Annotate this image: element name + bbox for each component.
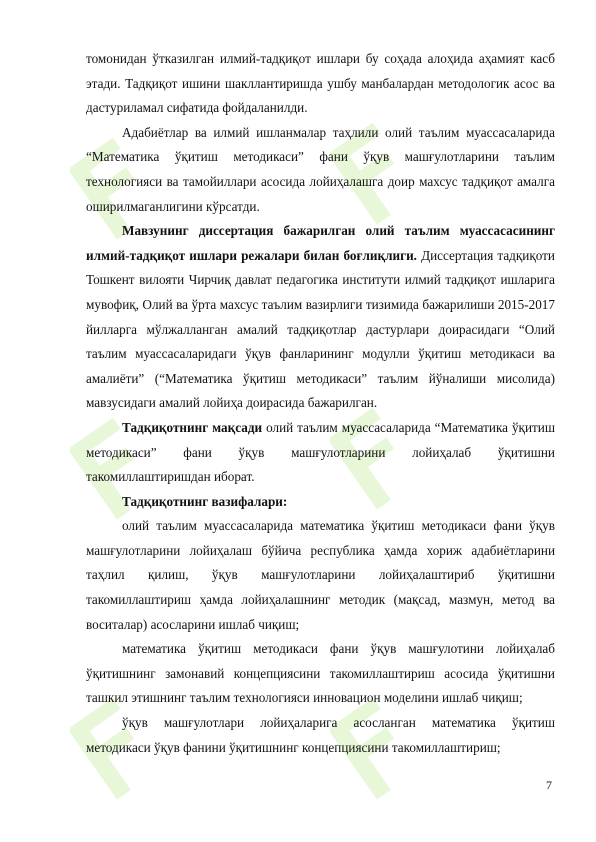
bold-lead: Мавзунинг диссертация бажарилган олий таълим муассасасининг илмий-тадқиқот ишлари режалари билан боғлиқлиги. bbox=[86, 223, 555, 263]
paragraph: Адабиётлар ва илмий ишланмалар таҳлили олий таълим муассасаларида “Математика ўқитиш методикаси” фани ўқув машғулотларини таълим технологияси ва тамойиллари асосида лойиҳалашга доир махсус тадқиқот амалга оширилмаганлигини кўрсатди. bbox=[86, 124, 555, 214]
paragraph-text: олий таълим муассасаларида “Математика ўқитиш методикаси” фани ўқув машғулотларини лойиҳалаб ўқитишни такомиллаштиришдан иборат. bbox=[86, 419, 555, 485]
page-body bbox=[86, 47, 555, 760]
page-number: 7 bbox=[546, 778, 552, 792]
paragraph bbox=[86, 219, 555, 416]
section-heading: Тадқиқотнинг вазифалари: bbox=[122, 493, 288, 509]
list-item: ўқув машғулотлари лойиҳаларига асосланган математика ўқитиш методикаси ўқув фанини ўқитишнинг концепциясини такомиллаштириш; bbox=[86, 715, 555, 755]
paragraph: томонидан ўтказилган илмий-тадқиқот ишлари бу соҳада алоҳида аҳамият касб этади. Тадқиқот ишини шакллантиришда ушбу манбалардан методологик асос ва дастуриламал сифатида фойдаланилди. bbox=[86, 51, 555, 116]
paragraph-text: Диссертация тадқиқоти Тошкент вилояти Чирчиқ давлат педагогика институти илмий тадқиқот ишларига мувофиқ, Олий ва ўрта махсус таълим вазирлиги тизимида бажарилиши 2015-2017 йилларга мўлжалланган амалий тадқиқотлар дастурлари доирасидаги “Олий таълим муассасаларидаги ўқув фанларининг модулли ўқитиш методикаси ва амалиёти” (“Математика ўқитиш методикаси” таълим йўналиши мисолида) мавзусидаги амалий лойиҳа доирасида бажарилган. bbox=[86, 247, 555, 411]
list-item: математика ўқитиш методикаси фани ўқув машғулотини лойиҳалаб ўқитишнинг замонавий концепциясини такомиллаштириш асосида ўқитишни ташкил этишнинг таълим технологияси инновацион моделини ишлаб чиқиш; bbox=[86, 641, 555, 706]
paragraph bbox=[86, 416, 555, 490]
bold-lead: Тадқиқотнинг мақсади bbox=[122, 419, 263, 435]
list-item: олий таълим муассасаларида математика ўқитиш методикаси фани ўқув машғулотларини лойиҳалаш бўйича республика ҳамда хориж адабиётларини таҳлил қилиш, ўқув машғулотларини лойиҳалаштириб ўқитишни такомиллаштириш ҳамда лойиҳалашнинг методик (мақсад, мазмун, метод ва воситалар) асосларини ишлаб чиқиш; bbox=[86, 518, 555, 632]
